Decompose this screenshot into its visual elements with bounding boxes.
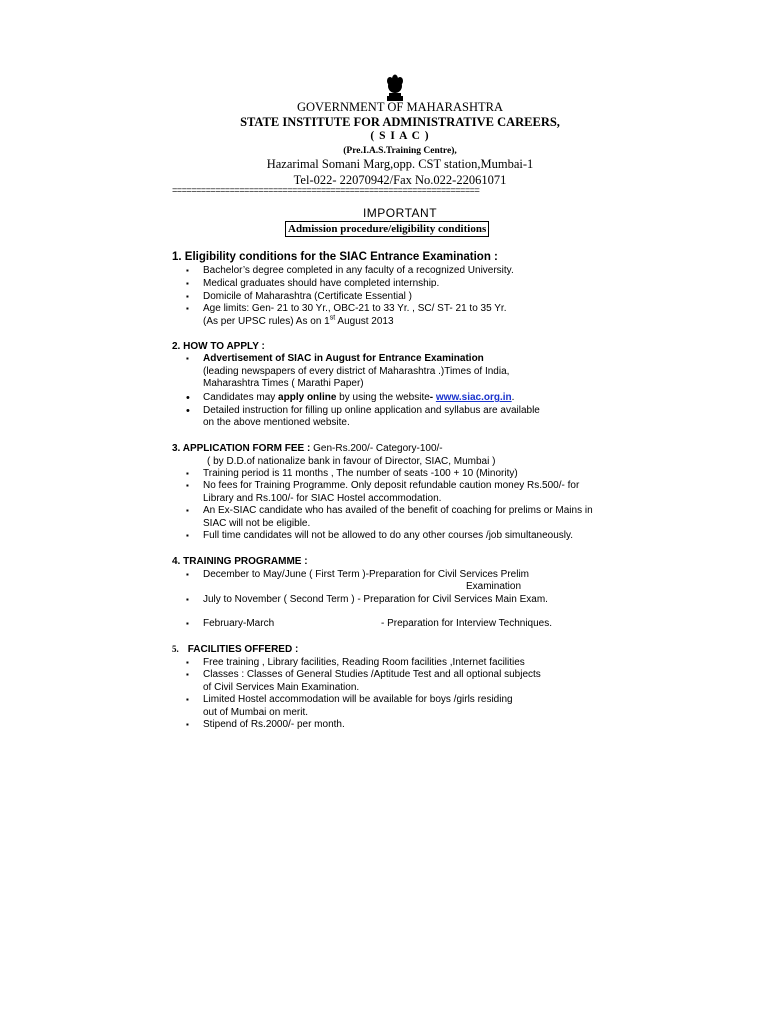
list-item-continuation: out of Mumbai on merit. [203, 707, 309, 718]
phone-line: Tel-022- 22070942/Fax No.022-22061071 [293, 173, 507, 187]
list-item: Training period is 11 months , The number of seats -100 + 10 (Minority) [203, 468, 518, 479]
list-item-continuation: SIAC will not be eligible. [203, 518, 311, 529]
list-item: Domicile of Maharashtra (Certificate Essential ) [203, 291, 412, 302]
dd-note: ( by D.D.of nationalize bank in favour of Director, SIAC, Mumbai ) [207, 456, 496, 467]
square-bullet-icon: ▪ [186, 695, 189, 704]
square-bullet-icon: ▪ [186, 481, 189, 490]
list-item-continuation: on the above mentioned website. [203, 417, 350, 428]
square-bullet-icon: ▪ [186, 354, 189, 363]
list-item: Stipend of Rs.2000/- per month. [203, 719, 345, 730]
square-bullet-icon: ▪ [186, 531, 189, 540]
section-5-title: 5. FACILITIES OFFERED : [172, 644, 299, 655]
square-bullet-icon: ▪ [186, 279, 189, 288]
list-item-continuation: (leading newspapers of every district of Maharashtra .)Times of India, [203, 366, 510, 377]
list-item: Bachelor’s degree completed in any faculty of a recognized University. [203, 265, 514, 276]
round-bullet-icon: • [186, 392, 190, 404]
list-item-continuation: Maharashtra Times ( Marathi Paper) [203, 378, 364, 389]
list-item: Advertisement of SIAC in August for Entrance Examination [203, 353, 484, 364]
important-heading: IMPORTANT [362, 206, 438, 220]
list-item: Full time candidates will not be allowed to do any other courses /job simultaneously. [203, 530, 574, 541]
square-bullet-icon: ▪ [186, 595, 189, 604]
square-bullet-icon: ▪ [186, 670, 189, 679]
list-item: Classes : Classes of General Studies /Aptitude Test and all optional subjects [203, 669, 541, 680]
address-line: Hazarimal Somani Marg,opp. CST station,Mumbai-1 [266, 157, 534, 171]
list-item: July to November ( Second Term ) - Preparation for Civil Services Main Exam. [203, 594, 548, 605]
square-bullet-icon: ▪ [186, 619, 189, 628]
list-item: An Ex-SIAC candidate who has availed of the benefit of coaching for prelims or Mains in [203, 505, 593, 516]
separator-rule: ================================================================ [172, 186, 480, 196]
section-4-title: 4. TRAINING PROGRAMME : [172, 556, 308, 567]
square-bullet-icon: ▪ [186, 506, 189, 515]
square-bullet-icon: ▪ [186, 720, 189, 729]
acronym-heading: ( S I A C ) [370, 130, 430, 142]
section-1-title: 1. Eligibility conditions for the SIAC Entrance Examination : [172, 251, 498, 263]
list-item: February-March [203, 618, 275, 629]
list-item: Age limits: Gen- 21 to 30 Yr., OBC-21 to 33 Yr. , SC/ ST- 21 to 35 Yr. [203, 303, 507, 314]
list-item: No fees for Training Programme. Only deposit refundable caution money Rs.500/- for [203, 480, 580, 491]
section-3-title: 3. APPLICATION FORM FEE : Gen-Rs.200/- Category-100/- [172, 443, 443, 454]
square-bullet-icon: ▪ [186, 658, 189, 667]
website-link[interactable]: www.siac.org.in [435, 392, 512, 403]
list-item-detail: - Preparation for Interview Techniques. [381, 618, 553, 629]
government-heading: GOVERNMENT OF MAHARASHTRA [296, 100, 504, 114]
square-bullet-icon: ▪ [186, 570, 189, 579]
list-item-continuation: of Civil Services Main Examination. [203, 682, 360, 693]
institute-heading: STATE INSTITUTE FOR ADMINISTRATIVE CAREERS, [240, 115, 560, 129]
centre-heading: (Pre.I.A.S.Training Centre), [343, 146, 457, 156]
square-bullet-icon: ▪ [186, 304, 189, 313]
square-bullet-icon: ▪ [186, 266, 189, 275]
section-2-title: 2. HOW TO APPLY : [172, 341, 265, 352]
list-item: December to May/June ( First Term )-Preparation for Civil Services Prelim [203, 569, 530, 580]
list-item-continuation: Examination [466, 581, 522, 592]
round-bullet-icon: • [186, 405, 190, 417]
list-item-continuation: Library and Rs.100/- for SIAC Hostel accommodation. [203, 493, 442, 504]
emblem-icon [384, 74, 406, 102]
list-item: Candidates may apply online by using the website- www.siac.org.in. [203, 392, 515, 403]
age-note: (As per UPSC rules) As on 1st August 2013 [203, 314, 394, 327]
list-item: Limited Hostel accommodation will be available for boys /girls residing [203, 694, 513, 705]
subtitle-box: Admission procedure/eligibility conditions [285, 221, 489, 237]
square-bullet-icon: ▪ [186, 292, 189, 301]
list-item: Medical graduates should have completed internship. [203, 278, 440, 289]
list-item: Free training , Library facilities, Reading Room facilities ,Internet facilities [203, 657, 525, 668]
square-bullet-icon: ▪ [186, 469, 189, 478]
list-item: Detailed instruction for filling up online application and syllabus are available [203, 405, 540, 416]
